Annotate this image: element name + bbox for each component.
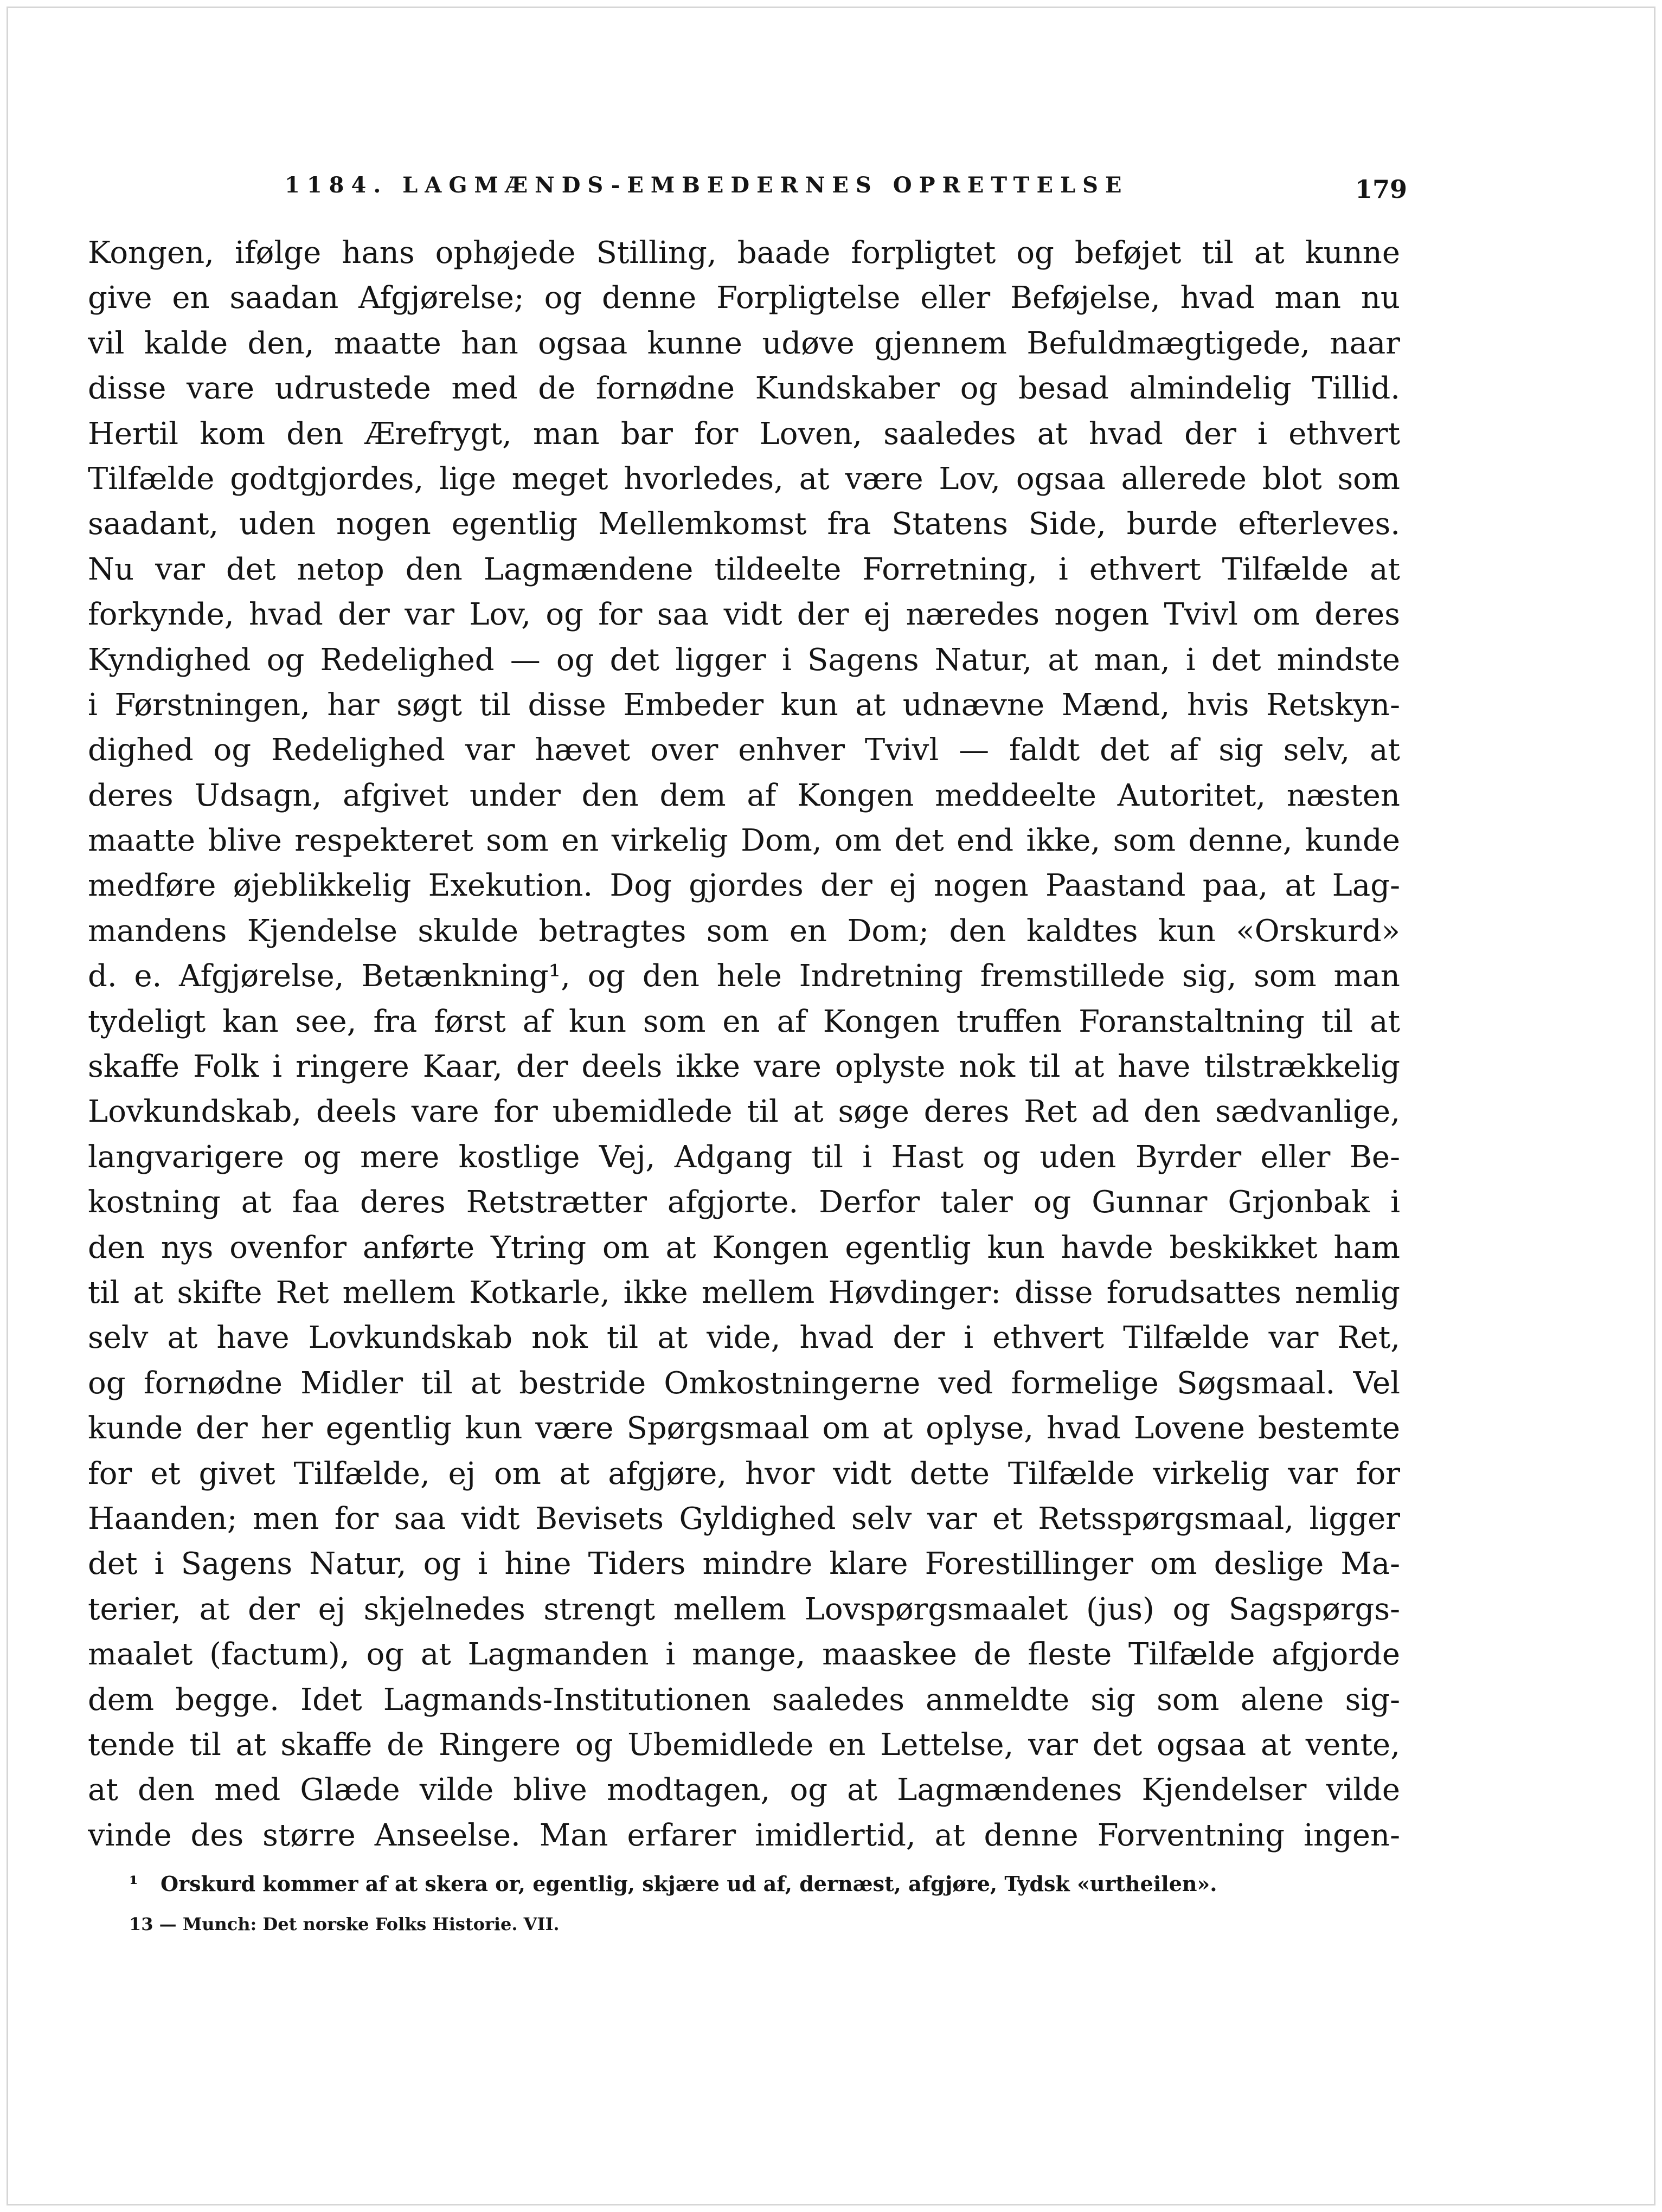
text-line: Hertil kom den Ærefrygt, man bar for Loven, saaledes at hvad der i ethvert [88, 416, 1400, 452]
footnote-marker: ¹ [129, 1872, 138, 1896]
text-line: terier, at der ej skjelnedes strengt mellem Lovspørgsmaalet (jus) og Sagspørgs- [88, 1591, 1400, 1627]
text-line: selv at have Lovkundskab nok til at vide, hvad der i ethvert Tilfælde var Ret, [88, 1320, 1400, 1356]
text-line: kostning at faa deres Retstrætter afgjorte. Derfor taler og Gunnar Grjonbak i [88, 1185, 1400, 1220]
running-title: 1184. LAGMÆNDS-EMBEDERNES OPRETTELSE [285, 172, 1129, 198]
text-line: kunde der her egentlig kun være Spørgsmaal om at oplyse, hvad Lovene bestemte [88, 1411, 1400, 1446]
body-text [88, 230, 1400, 1858]
running-head [285, 172, 1407, 205]
text-line: medføre øjeblikkelig Exekution. Dog gjordes der ej nogen Paastand paa, at Lag- [88, 868, 1400, 904]
text-line: Nu var det netop den Lagmændene tildeelte Forretning, i ethvert Tilfælde at [88, 551, 1400, 587]
text-line: dem begge. Idet Lagmands-Institutionen saaledes anmeldte sig som alene sig- [88, 1682, 1400, 1718]
text-line: den nys ovenfor anførte Ytring om at Kongen egentlig kun havde beskikket ham [88, 1230, 1400, 1265]
text-line: at den med Glæde vilde blive modtagen, og at Lagmændenes Kjendelser vilde [88, 1772, 1400, 1808]
text-line: Kyndighed og Redelighed — og det ligger i Sagens Natur, at man, i det mindste [88, 642, 1400, 678]
text-line: vinde des større Anseelse. Man erfarer imidlertid, at denne Forventning ingen- [88, 1817, 1400, 1853]
text-line: Kongen, ifølge hans ophøjede Stilling, baade forpligtet og beføjet til at kunne [88, 235, 1400, 271]
text-line: saadant, uden nogen egentlig Mellemkomst fra Statens Side, burde efterleves. [88, 506, 1400, 542]
text-line: maalet (factum), og at Lagmanden i mange, maaskee de fleste Tilfælde afgjorde [88, 1637, 1400, 1673]
text-line: for et givet Tilfælde, ej om at afgjøre, hvor vidt dette Tilfælde virkelig var for [88, 1456, 1400, 1491]
page-number: 179 [1355, 175, 1407, 204]
text-line: Haanden; men for saa vidt Bevisets Gyldighed selv var et Retsspørgsmaal, ligger [88, 1501, 1400, 1536]
text-line: dighed og Redelighed var hævet over enhver Tvivl — faldt det af sig selv, at [88, 732, 1400, 768]
text-line: deres Udsagn, afgivet under den dem af Kongen meddeelte Autoritet, næsten [88, 777, 1400, 813]
text-line: Lovkundskab, deels vare for ubemidlede til at søge deres Ret ad den sædvanlige, [88, 1094, 1400, 1130]
text-line: i Førstningen, har søgt til disse Embeder kun at udnævne Mænd, hvis Retskyn- [88, 687, 1400, 723]
text-line: og fornødne Midler til at bestride Omkostningerne ved formelige Søgsmaal. Vel [88, 1365, 1400, 1401]
text-line: tende til at skaffe de Ringere og Ubemidlede en Lettelse, var det ogsaa at vente, [88, 1727, 1400, 1763]
text-line: maatte blive respekteret som en virkelig Dom, om det end ikke, som denne, kunde [88, 823, 1400, 859]
text-line: vil kalde den, maatte han ogsaa kunne udøve gjennem Befuldmægtigede, naar [88, 325, 1400, 361]
text-line: langvarigere og mere kostlige Vej, Adgang til i Hast og uden Byrder eller Be- [88, 1139, 1400, 1175]
text-line: give en saadan Afgjørelse; og denne Forpligtelse eller Beføjelse, hvad man nu [88, 280, 1400, 316]
text-line: tydeligt kan see, fra først af kun som en af Kongen truffen Foranstaltning til at [88, 1004, 1400, 1039]
text-line: skaffe Folk i ringere Kaar, der deels ikke vare oplyste nok til at have tilstrækkelig [88, 1049, 1400, 1085]
signature-line: 13 — Munch: Det norske Folks Historie. VII. [129, 1914, 560, 1934]
text-line: d. e. Afgjørelse, Betænkning¹, og den hele Indretning fremstillede sig, som man [88, 959, 1400, 994]
text-line: Tilfælde godtgjordes, lige meget hvorledes, at være Lov, ogsaa allerede blot som [88, 461, 1400, 497]
text-line: det i Sagens Natur, og i hine Tiders mindre klare Forestillinger om deslige Ma- [88, 1546, 1400, 1582]
footnote-text: Orskurd kommer af at skera or, egentlig, skjære ud af, dernæst, afgjøre, Tydsk «urtheilen». [161, 1872, 1217, 1896]
text-line: disse vare udrustede med de fornødne Kundskaber og besad almindelig Tillid. [88, 371, 1400, 407]
text-line: til at skifte Ret mellem Kotkarle, ikke mellem Høvdinger: disse forudsattes nemlig [88, 1275, 1400, 1310]
text-line: forkynde, hvad der var Lov, og for saa vidt der ej næredes nogen Tvivl om deres [88, 597, 1400, 633]
footnote [129, 1872, 1409, 1896]
text-line: mandens Kjendelse skulde betragtes som en Dom; den kaldtes kun «Orskurd» [88, 913, 1400, 949]
